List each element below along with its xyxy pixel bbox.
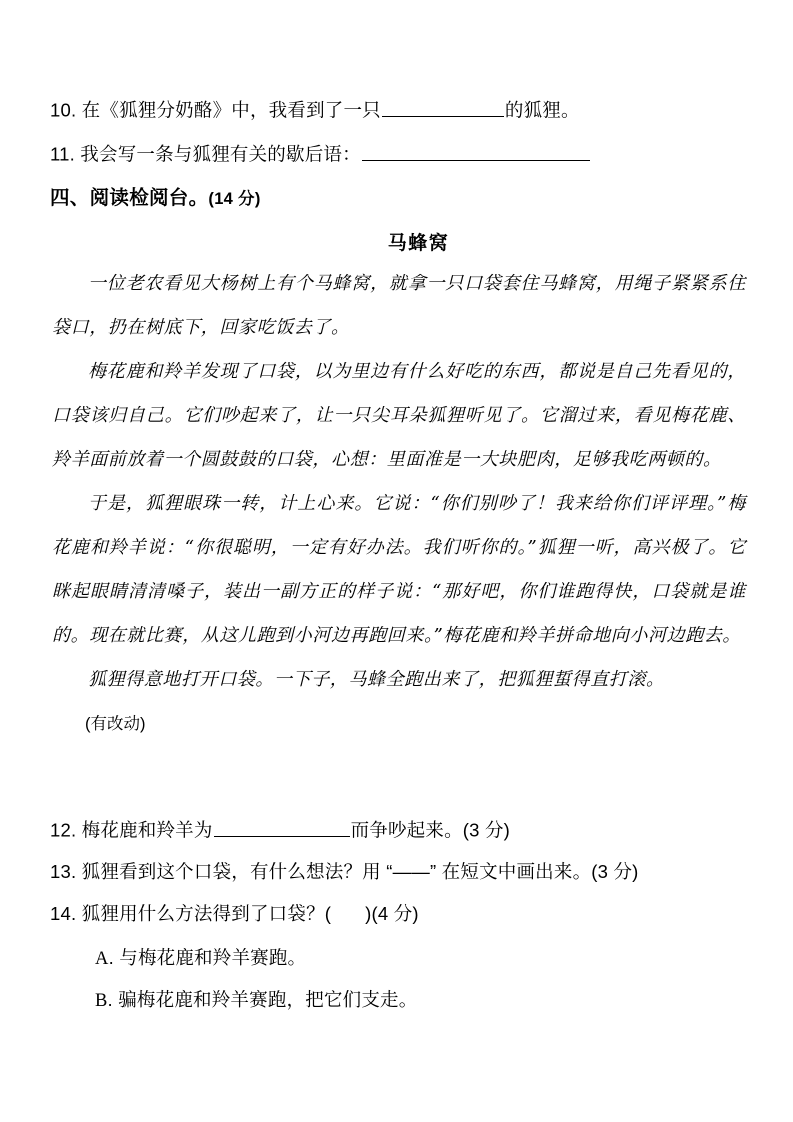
question-number-14: 14 <box>50 903 71 924</box>
answer-blank-10[interactable] <box>382 98 504 117</box>
question-number-11: 11 <box>50 143 70 165</box>
question-separator-12: . <box>70 819 77 841</box>
reading-passage <box>52 262 746 746</box>
question-text-12-after: 而争吵起来。 <box>350 819 463 841</box>
answer-blank-11[interactable] <box>362 142 590 161</box>
answer-blank-12[interactable] <box>214 818 350 837</box>
choice-option-a[interactable] <box>95 946 306 971</box>
question-text-13: 狐狸看到这个口袋，有什么想法？用 “——” 在短文中画出来。 <box>81 861 592 882</box>
question-text-14-after: ) <box>365 903 372 924</box>
question-text-14-before: 狐狸用什么方法得到了口袋？( <box>81 903 332 924</box>
choice-label-b: 骗梅花鹿和羚羊赛跑，把它们支走。 <box>118 989 418 1010</box>
choice-mark-b: B <box>95 991 108 1011</box>
question-number-12: 12 <box>50 819 71 841</box>
passage-paragraph: 于是，狐狸眼珠一转，计上心来。它说：“你们别吵了！我来给你们评评理。”梅花鹿和羚羊说：“你很聪明，一定有好办法。我们听你的。”狐狸一听，高兴极了。它眯起眼睛清清嗓子，装出一副方正的样子说：“那好吧，你们谁跑得快，口袋就是谁的。现在就比赛，从这儿跑到小河边再跑回来。”梅花鹿和羚羊拼命地向小河边跑去。 <box>52 493 746 646</box>
question-item-10 <box>50 98 750 123</box>
choice-separator-b: . <box>107 989 113 1010</box>
question-item-11 <box>50 142 750 167</box>
question-separator-10: . <box>70 99 77 121</box>
question-separator-11: . <box>69 143 75 165</box>
question-text-10-after: 的狐狸。 <box>504 99 580 121</box>
choice-option-b[interactable] <box>95 988 417 1013</box>
question-separator-13: . <box>70 861 77 882</box>
question-separator-14: . <box>70 903 77 924</box>
section-heading-reading <box>50 186 261 211</box>
question-number-10: 10 <box>50 99 71 121</box>
question-text-11-before: 我会写一条与狐狸有关的歇后语： <box>80 143 361 165</box>
choice-mark-a: A <box>95 949 109 969</box>
question-item-14 <box>50 902 750 926</box>
passage-source-note: (有改动) <box>85 715 146 733</box>
question-score-12: (3 分) <box>462 819 511 841</box>
question-score-14: (4 分) <box>371 903 419 924</box>
section-heading-label: 四、阅读检阅台。 <box>50 187 209 209</box>
question-score-13: (3 分) <box>591 861 639 882</box>
question-item-13 <box>50 860 750 884</box>
passage-title-text: 马蜂窝 <box>387 233 450 254</box>
passage-paragraph: 狐狸得意地打开口袋。一下子，马蜂全跑出来了，把狐狸蜇得直打滚。 <box>88 669 665 690</box>
question-text-10-before: 在《狐狸分奶酪》中，我看到了一只 <box>81 99 381 121</box>
question-number-13: 13 <box>50 861 71 882</box>
passage-paragraph: 梅花鹿和羚羊发现了口袋，以为里边有什么好吃的东西，都说是自己先看见的，口袋该归自己。它们吵起来了，让一只尖耳朵狐狸听见了。它溜过来，看见梅花鹿、羚羊面前放着一个圆鼓鼓的口袋，心想：里面准是一大块肥肉，足够我吃两顿的。 <box>52 361 746 470</box>
passage-paragraph: 一位老农看见大杨树上有个马蜂窝，就拿一只口袋套住马蜂窝，用绳子紧紧系住袋口，扔在树底下，回家吃饭去了。 <box>52 273 746 338</box>
choice-label-a: 与梅花鹿和羚羊赛跑。 <box>119 947 307 968</box>
question-text-12-before: 梅花鹿和羚羊为 <box>81 819 213 841</box>
choice-separator-a: . <box>108 947 114 968</box>
passage-title <box>0 228 793 255</box>
question-item-12 <box>50 818 750 843</box>
section-heading-score: (14 分) <box>208 190 261 208</box>
